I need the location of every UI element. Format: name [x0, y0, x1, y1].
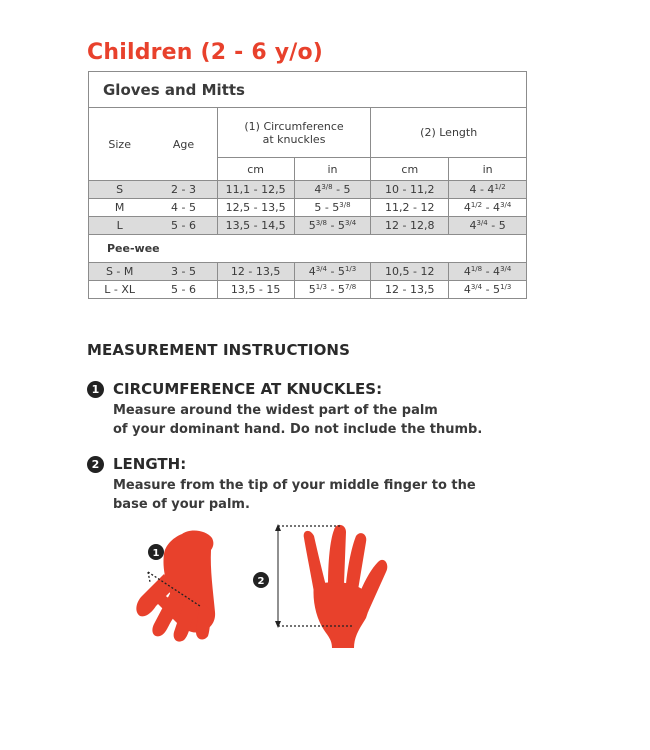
- page-title: Children (2 - 6 y/o): [87, 40, 324, 65]
- size-cell: S: [89, 181, 151, 199]
- circumference-in-cell: $5^{3/8} - 5^{3/4}$: [294, 217, 371, 235]
- circumference-in-cell: $5^{1/3} - 5^{7/8}$: [294, 281, 371, 299]
- age-cell: 2 - 3: [150, 181, 217, 199]
- length-cm-cell: 10,5 - 12: [371, 263, 449, 281]
- length-in-cell: $4^{1/2} - 4^{3/4}$: [449, 199, 527, 217]
- circumference-cm-cell: 12 - 13,5: [217, 263, 294, 281]
- table-row: [89, 281, 527, 299]
- size-cell: L - XL: [89, 281, 151, 299]
- label-badge-1: [148, 544, 164, 560]
- circumference-in-cell: $4^{3/8} - 5$: [294, 181, 371, 199]
- instruction-line: of your dominant hand. Do not include the thumb.: [113, 422, 483, 437]
- circumference-cm-cell: 13,5 - 15: [217, 281, 294, 299]
- number-badge-2: 2: [87, 456, 104, 473]
- table-row: [89, 181, 527, 199]
- circumference-in-header: in: [294, 158, 371, 181]
- age-cell: 4 - 5: [150, 199, 217, 217]
- instruction-title: CIRCUMFERENCE AT KNUCKLES:: [113, 380, 383, 398]
- number-badge-1: 1: [87, 381, 104, 398]
- table-row: [89, 263, 527, 281]
- illustration-label-1: 1: [152, 548, 160, 559]
- length-cm-header: cm: [371, 158, 449, 181]
- circumference-cm-header: cm: [217, 158, 294, 181]
- age-column-header: Age: [150, 108, 217, 181]
- circumference-header-line1: (1) Circumference: [244, 119, 344, 133]
- age-cell: 5 - 6: [150, 217, 217, 235]
- age-cell: 3 - 5: [150, 263, 217, 281]
- circumference-column-header: [217, 108, 371, 158]
- size-cell: M: [89, 199, 151, 217]
- circumference-cm-cell: 12,5 - 13,5: [217, 199, 294, 217]
- instruction-title: LENGTH:: [113, 455, 187, 473]
- label-badge-2: [253, 572, 269, 588]
- length-hand-icon: [304, 525, 388, 648]
- table-row: [89, 217, 527, 235]
- measurement-instructions-heading: MEASUREMENT INSTRUCTIONS: [87, 341, 350, 359]
- circumference-cm-cell: 13,5 - 14,5: [217, 217, 294, 235]
- length-cm-cell: 10 - 11,2: [371, 181, 449, 199]
- length-in-cell: $4^{3/4} - 5^{1/3}$: [449, 281, 527, 299]
- circumference-cm-cell: 11,1 - 12,5: [217, 181, 294, 199]
- length-column-header: (2) Length: [371, 108, 527, 158]
- length-cm-cell: 11,2 - 12: [371, 199, 449, 217]
- hand-measurement-illustration: [120, 520, 410, 655]
- circumference-in-cell: $5 - 5^{3/8}$: [294, 199, 371, 217]
- table-row: [89, 199, 527, 217]
- pee-wee-section-label: Pee-wee: [89, 235, 527, 263]
- instruction-line: base of your palm.: [113, 497, 250, 512]
- size-cell: L: [89, 217, 151, 235]
- table-caption: Gloves and Mitts: [89, 72, 527, 108]
- circumference-hand-icon: [136, 531, 215, 642]
- gloves-size-table: [88, 71, 527, 299]
- instruction-text: [113, 476, 533, 514]
- instruction-text: [113, 401, 533, 439]
- illustration-label-2: 2: [257, 576, 265, 587]
- length-in-cell: $4^{3/4} - 5$: [449, 217, 527, 235]
- length-cm-cell: 12 - 13,5: [371, 281, 449, 299]
- length-cm-cell: 12 - 12,8: [371, 217, 449, 235]
- length-in-header: in: [449, 158, 527, 181]
- size-cell: S - M: [89, 263, 151, 281]
- circumference-header-line2: at knuckles: [262, 132, 326, 146]
- length-in-cell: $4^{1/8} - 4^{3/4}$: [449, 263, 527, 281]
- instruction-line: Measure from the tip of your middle finger to the: [113, 478, 476, 493]
- age-cell: 5 - 6: [150, 281, 217, 299]
- circumference-in-cell: $4^{3/4} - 5^{1/3}$: [294, 263, 371, 281]
- length-in-cell: $4 - 4^{1/2}$: [449, 181, 527, 199]
- instruction-line: Measure around the widest part of the palm: [113, 403, 438, 418]
- size-column-header: Size: [89, 108, 151, 181]
